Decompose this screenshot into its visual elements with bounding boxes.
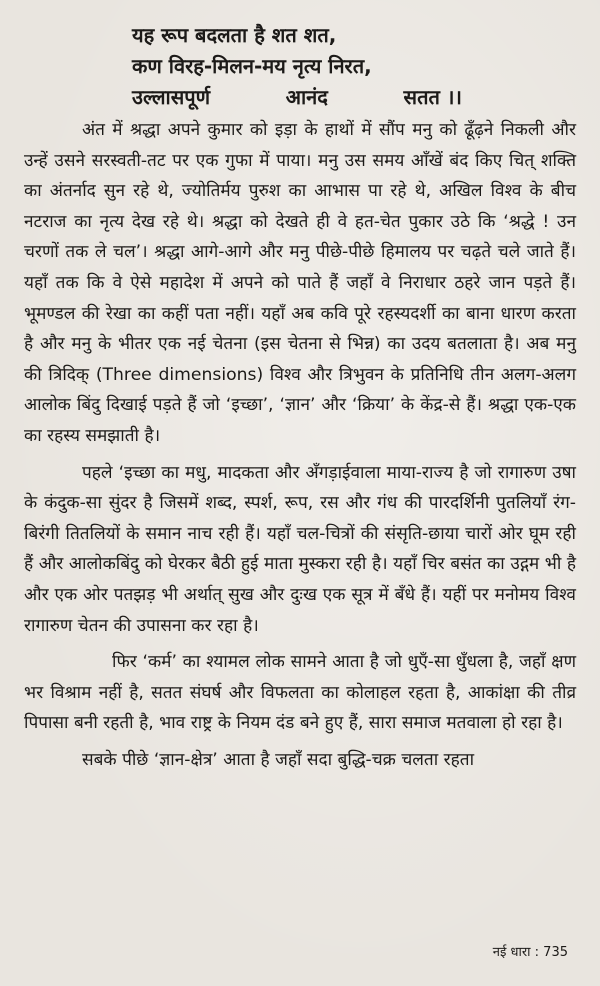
verse-line-2: कण विरह-मिलन-मय नृत्य निरत, [132,54,372,78]
paragraph-1: अंत में श्रद्धा अपने कुमार को इड़ा के हाथों में सौंप मनु को ढूँढ़ने निकली और उन्हें उसने सरस्वती-तट पर एक गुफा में पाया। मनु उस समय आँखें बंद किए चित् शक्ति का अंतर्नाद सुन रहे थे, ज्योतिर्मय पुरुश का आभास पा रहे थे, अखिल विश्व के बीच नटराज का नृत्य देख रहे थे। श्रद्धा को देखते ही वे हत-चेत पुकार उठे कि ‘श्रद्धे ! उन चरणों तक ले चल’। श्रद्धा आगे-आगे और मनु पीछे-पीछे हिमालय पर चढ़ते चले जाते हैं। यहाँ तक कि वे ऐसे महादेश में अपने को पाते हैं जहाँ वे निराधार ठहरे जान पड़ते हैं। भूमण्डल की रेखा का कहीं पता नहीं। यहाँ अब कवि पूरे रहस्यदर्शी का बाना धारण करता है और मनु के भीतर एक नई चेतना (इस चेतना से भिन्न) का उदय बतलाता है। अब मनु की त्रिदिक् (Three dimensions) विश्व और त्रिभुवन के प्रतिनिधि तीन अलग-अलग आलोक बिंदु दिखाई पड़ते हैं जो ‘इच्छा’, ‘ज्ञान’ और ‘क्रिया’ के केंद्र-से हैं। श्रद्धा एक-एक का रहस्य समझाती है। [24,120,576,446]
paragraph-3: फिर ‘कर्म’ का श्यामल लोक सामने आता है जो धुएँ-सा धुँधला है, जहाँ क्षण भर विश्राम नहीं है, सतत संघर्ष और विफलता का कोलाहल रहता है, आकांक्षा की तीव्र पिपासा बनी रहती है, भाव राष्ट्र के नियम दंड बने हुए हैं, सारा समाज मतवाला हो रहा है। [24,652,576,734]
verse-line-3-part-b: आनंद [285,85,328,109]
running-footer: नई धारा : 735 [492,945,568,960]
body-text [24,115,576,775]
paragraph-2: पहले ‘इच्छा का मधु, मादकता और अँगड़ाईवाला माया-राज्य है जो रागारुण उषा के कंदुक-सा सुंदर है जिसमें शब्द, स्पर्श, रूप, रस और गंध की पारदर्शिनी पुतलियाँ रंग-बिरंगी तितलियों के समान नाच रही हैं। यहाँ चल-चित्रों की संसृति-छाया चारों ओर घूम रही हैं और आलोकबिंदु को घेरकर बैठी हुई माता मुस्करा रही है। यहाँ चिर बसंत का उद्गम भी है और एक ओर पतझड़ भी अर्थात् सुख और दुःख एक सूत्र में बँधे हैं। यहीं पर मनोमय विश्व रागारुण चेतन की उपासना कर रहा है। [24,462,576,636]
verse-block [24,20,576,113]
verse-line-3-part-c: सतत ।। [403,85,462,109]
verse-line-1: यह रूप बदलता है शत शत, [132,23,337,47]
paragraph-4: सबके पीछे ‘ज्ञान-क्षेत्र’ आता है जहाँ सदा बुद्धि-चक्र चलता रहता [82,749,475,770]
verse-line-3 [132,82,462,113]
verse-line-3-part-a: उल्लासपूर्ण [132,85,211,109]
